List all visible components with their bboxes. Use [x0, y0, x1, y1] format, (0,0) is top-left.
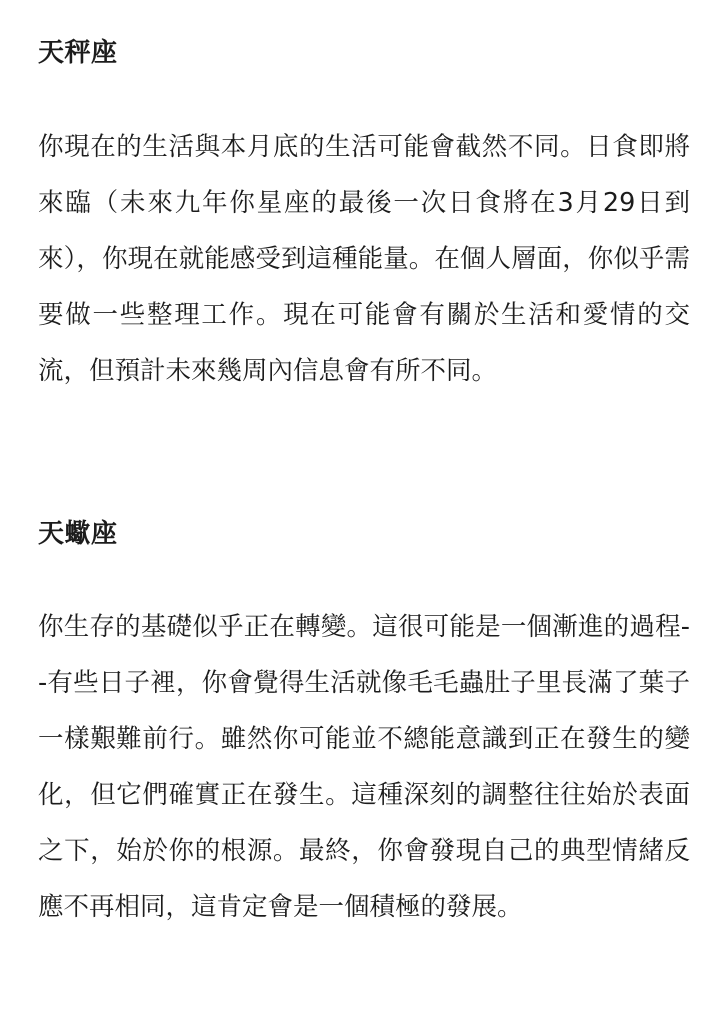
section-text-scorpio: 你生存的基礎似乎正在轉變。這很可能是一個漸進的過程--有些日子裡，你會覺得生活就像毛毛蟲肚子里長滿了葉子一樣艱難前行。雖然你可能並不總能意識到正在發生的變化，但它們確實正在發生。這種深刻的調整往往始於表面之下，始於你的根源。最終，你會發現自己的典型情緒反應不再相同，這肯定會是一個積極的發展。: [38, 612, 690, 922]
section-title-libra: 天秤座: [38, 38, 118, 68]
section-text-libra: 你現在的生活與本月底的生活可能會截然不同。日食即將來臨（未來九年你星座的最後一次日食將在3月29日到來），你現在就能感受到這種能量。在個人層面，你似乎需要做一些整理工作。現在可能會有關於生活和愛情的交流，但預計未來幾周內信息會有所不同。: [38, 132, 690, 386]
section-title-scorpio: 天蠍座: [38, 519, 118, 549]
